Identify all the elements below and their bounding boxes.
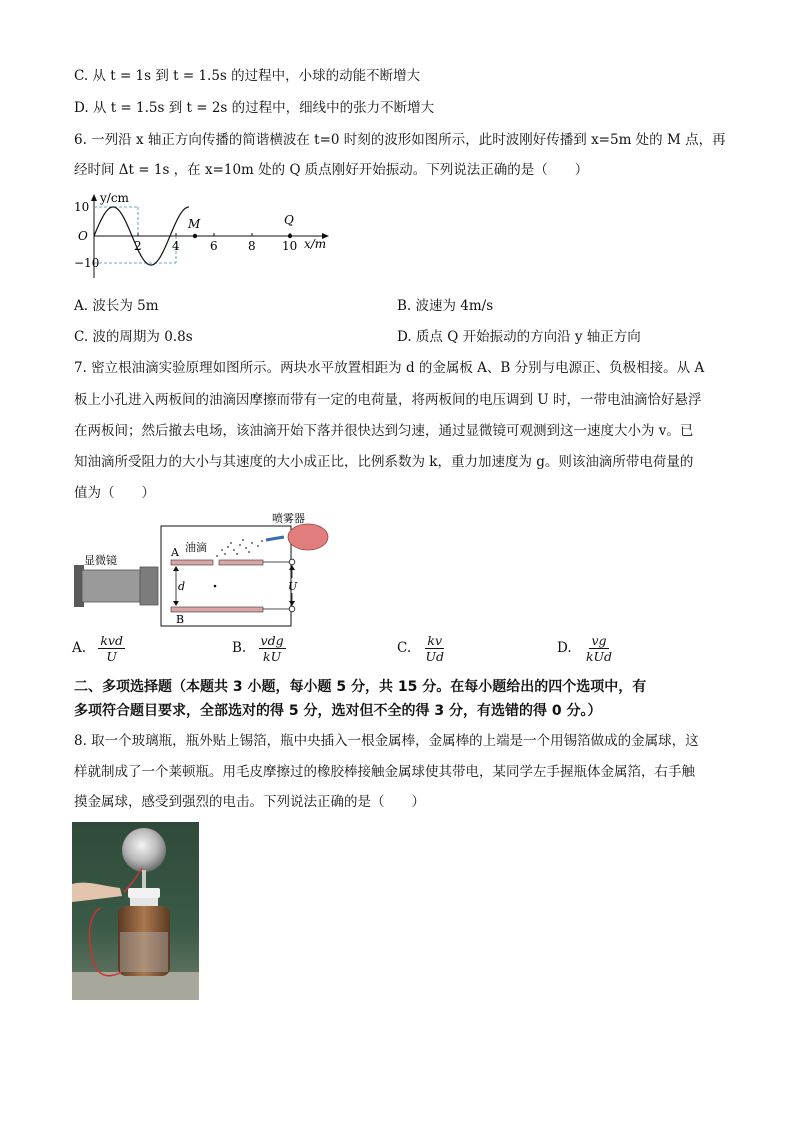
point-q [288,234,292,238]
q7-option-c [397,633,446,664]
origin-label: O [78,229,88,243]
x-tick-8: 8 [248,239,256,253]
q7-option-c-label: C. [397,640,412,656]
gap-label-d: d [178,580,186,593]
x-tick-4: 4 [172,239,180,253]
plate-b-label: B [176,613,185,626]
q7-stem-line5: 值为（ ） [74,485,155,501]
x-tick-10: 10 [282,239,298,253]
q7-stem-line2: 板上小孔进入两板间的油滴因摩擦而带有一定的电荷量，将两板间的电压调到 U 时，一带电油滴恰好悬浮 [74,392,702,408]
q7-option-c-denominator: Ud [425,649,444,664]
q6-option-c: C. 波的周期为 0.8s [74,329,193,345]
q8-stem-line1: 8. 取一个玻璃瓶，瓶外贴上锡箔，瓶中央插入一根金属棒，金属棒的上端是一个用锡箔做成的金属球，这 [74,733,699,749]
q6-option-d: D. 质点 Q 开始振动的方向沿 y 轴正方向 [397,329,641,345]
oil-drop-label: 油滴 [185,541,207,554]
q7-option-d-label: D. [557,640,572,656]
q7-option-b-numerator: vdg [260,633,284,648]
foil-ball [122,828,166,872]
q7-option-a-numerator: kvd [100,633,123,648]
q7-option-c-fraction [423,633,446,664]
q7-option-b-fraction [259,633,286,664]
x-tick-2: 2 [134,239,142,253]
q7-option-a-denominator: U [106,649,117,664]
q8-stem-line2: 样就制成了一个莱顿瓶。用毛皮摩擦过的橡胶棒接触金属球使其带电，某同学左手握瓶体金属箔，右手触 [74,764,695,780]
y-tick-10: 10 [74,200,90,214]
q7-option-a-fraction [98,633,125,664]
q6-stem-line2: 经时间 Δt = 1s ，在 x=10m 处的 Q 质点刚好开始振动。下列说法正确的是（ ） [74,162,589,178]
q6-wave-graph [74,190,344,282]
q7-stem-line4: 知油滴所受阻力的大小与其速度的大小成正比，比例系数为 k，重力加速度为 g。则该油滴所带电荷量的 [74,454,694,470]
section2-heading-line1: 二、多项选择题（本题共 3 小题，每小题 5 分，共 15 分。在每小题给出的四个选项中，有 [74,679,647,695]
section2-heading-line2: 多项符合题目要求，全部选对的得 5 分，选对但不全的得 3 分，有选错的得 0 分。） [74,703,602,719]
q6-stem-line1: 6. 一列沿 x 轴正方向传播的简谐横波在 t=0 时刻的波形如图所示，此时波刚好传播到 x=5m 处的 M 点，再 [74,132,726,148]
q7-option-d-numerator: vg [591,633,607,648]
voltage-label-u: U [288,580,298,593]
q7-option-b-denominator: kU [263,649,282,664]
leyden-jar-photo [72,822,199,1000]
q7-option-d-fraction [584,633,614,664]
y-tick-neg10: −10 [74,256,100,270]
sprayer-label: 喷雾器 [272,512,305,525]
q5-option-c: C. 从 t = 1s 到 t = 1.5s 的过程中，小球的动能不断增大 [74,68,421,84]
millikan-apparatus-figure [72,510,342,628]
x-axis-label: x/m [304,237,327,251]
q8-stem-line3: 摸金属球，感受到强烈的电击。下列说法正确的是（ ） [74,794,425,810]
microscope-label: 显微镜 [84,554,117,567]
q7-option-b-label: B. [232,640,247,656]
point-q-label: Q [284,213,294,227]
point-m-label: M [188,217,201,231]
plate-a-label: A [171,546,179,559]
y-axis-label: y/cm [100,191,129,205]
q7-stem-line3: 在两板间；然后撤去电场，该油滴开始下落并很快达到匀速，通过显微镜可观测到这一速度大小为 v。已 [74,423,694,439]
q5-option-d: D. 从 t = 1.5s 到 t = 2s 的过程中，细线中的张力不断增大 [74,100,435,116]
q7-option-d [557,633,614,664]
q7-option-c-numerator: kv [427,633,443,648]
q6-option-a: A. 波长为 5m [74,298,159,314]
q7-option-a [72,633,125,664]
point-m [193,234,197,238]
q7-option-d-denominator: kUd [585,649,613,664]
x-tick-6: 6 [210,239,218,253]
q6-option-b: B. 波速为 4m/s [397,298,494,314]
q7-option-b [232,633,286,664]
q7-stem-line1: 7. 密立根油滴实验原理如图所示。两块水平放置相距为 d 的金属板 A、B 分别与电源正、负极相接。从 A [74,360,705,376]
q7-option-a-label: A. [72,640,87,656]
